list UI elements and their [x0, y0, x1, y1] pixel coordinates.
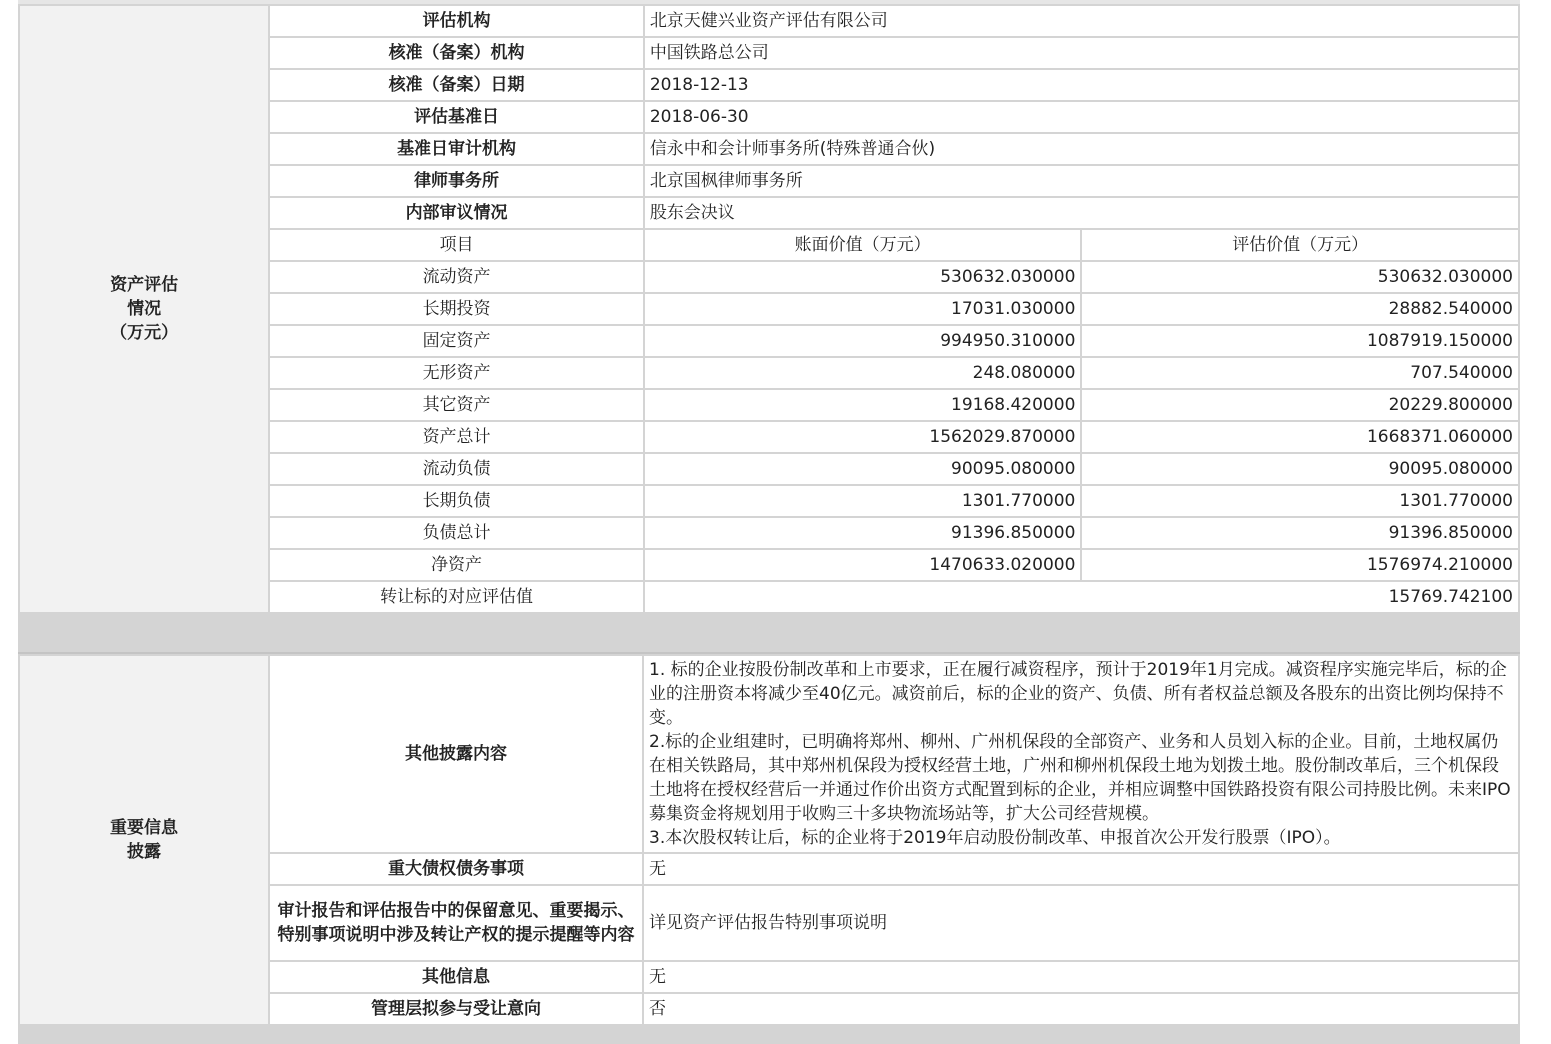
disclosure-paragraph: 3.本次股权转让后，标的企业将于2019年启动股份制改革、申报首次公开发行股票（IPO）。 — [649, 828, 1341, 848]
group-label-line: （万元） — [110, 323, 179, 343]
appraised-value: 1668371.060000 — [1082, 422, 1518, 452]
other-disclosure-content — [644, 656, 1518, 852]
book-value: 1562029.870000 — [645, 422, 1081, 452]
disclosure-paragraph: 2.标的企业组建时，已明确将郑州、柳州、广州机保段的全部资产、业务和人员划入标的企业。目前，土地权属仍在相关铁路局，其中郑州机保段为授权经营土地，广州和柳州机保段土地为划拨土地。股份制改革后，三个机保段土地将在授权经营后一并通过作价出资方式配置到标的企业，并相应调整中国铁路投资有限公司持股比例。未来IPO募集资金将规划用于收购三十多块物流场站等，扩大公司经营规模。 — [649, 732, 1511, 824]
book-value: 1301.770000 — [645, 486, 1081, 516]
field-value: 中国铁路总公司 — [645, 38, 1518, 68]
item-name: 无形资产 — [270, 358, 642, 388]
group-label-line: 情况 — [127, 299, 162, 319]
column-header-item: 项目 — [270, 230, 642, 260]
book-value: 530632.030000 — [645, 262, 1081, 292]
field-value: 2018-06-30 — [645, 102, 1518, 132]
field-label: 内部审议情况 — [270, 198, 642, 228]
column-header-book-value: 账面价值（万元） — [645, 230, 1081, 260]
field-value: 股东会决议 — [645, 198, 1518, 228]
book-value: 1470633.020000 — [645, 550, 1081, 580]
appraised-value: 20229.800000 — [1082, 390, 1518, 420]
appraised-value: 1301.770000 — [1082, 486, 1518, 516]
group-label-line: 资产评估 — [110, 275, 179, 295]
field-label: 评估基准日 — [270, 102, 642, 132]
asset-assessment-group-label — [20, 6, 268, 612]
field-label: 核准（备案）机构 — [270, 38, 642, 68]
field-value: 否 — [644, 994, 1518, 1024]
book-value: 19168.420000 — [645, 390, 1081, 420]
transfer-value: 15769.742100 — [645, 582, 1518, 612]
field-label: 基准日审计机构 — [270, 134, 642, 164]
field-value: 北京国枫律师事务所 — [645, 166, 1518, 196]
field-value: 信永中和会计师事务所(特殊普通合伙) — [645, 134, 1518, 164]
appraised-value: 530632.030000 — [1082, 262, 1518, 292]
field-value: 无 — [644, 962, 1518, 992]
item-name: 流动资产 — [270, 262, 642, 292]
appraised-value: 91396.850000 — [1082, 518, 1518, 548]
field-label: 律师事务所 — [270, 166, 642, 196]
group-label-line: 披露 — [127, 842, 161, 862]
field-label: 评估机构 — [270, 6, 642, 36]
appraised-value: 707.540000 — [1082, 358, 1518, 388]
field-label: 重大债权债务事项 — [270, 854, 642, 884]
book-value: 91396.850000 — [645, 518, 1081, 548]
item-name: 负债总计 — [270, 518, 642, 548]
field-value: 2018-12-13 — [645, 70, 1518, 100]
disclosure-group-label — [20, 656, 268, 1024]
field-value: 无 — [644, 854, 1518, 884]
disclosure-table-frame — [18, 0, 1520, 1044]
book-value: 90095.080000 — [645, 454, 1081, 484]
asset-assessment-table — [18, 4, 1520, 614]
field-label: 审计报告和评估报告中的保留意见、重要揭示、特别事项说明中涉及转让产权的提示提醒等内容 — [270, 886, 642, 960]
item-name: 流动负债 — [270, 454, 642, 484]
field-value: 北京天健兴业资产评估有限公司 — [645, 6, 1518, 36]
other-disclosure-row — [20, 656, 1518, 852]
field-label: 其他信息 — [270, 962, 642, 992]
column-header-appraised-value: 评估价值（万元） — [1082, 230, 1518, 260]
item-name: 长期投资 — [270, 294, 642, 324]
info-row — [20, 6, 1518, 36]
item-name: 其它资产 — [270, 390, 642, 420]
book-value: 17031.030000 — [645, 294, 1081, 324]
group-label-line: 重要信息 — [110, 818, 178, 838]
other-disclosure-label: 其他披露内容 — [270, 656, 642, 852]
disclosure-paragraph: 1. 标的企业按股份制改革和上市要求，正在履行减资程序，预计于2019年1月完成。减资程序实施完毕后，标的企业的注册资本将减少至40亿元。减资前后，标的企业的资产、负债、所有者权益总额及各股东的出资比例均保持不变。 — [649, 660, 1507, 728]
book-value: 994950.310000 — [645, 326, 1081, 356]
transfer-value-label: 转让标的对应评估值 — [270, 582, 642, 612]
field-value: 详见资产评估报告特别事项说明 — [644, 886, 1518, 960]
appraised-value: 90095.080000 — [1082, 454, 1518, 484]
appraised-value: 1087919.150000 — [1082, 326, 1518, 356]
appraised-value: 28882.540000 — [1082, 294, 1518, 324]
field-label: 核准（备案）日期 — [270, 70, 642, 100]
disclosure-table — [18, 654, 1520, 1026]
item-name: 净资产 — [270, 550, 642, 580]
item-name: 固定资产 — [270, 326, 642, 356]
item-name: 长期负债 — [270, 486, 642, 516]
item-name: 资产总计 — [270, 422, 642, 452]
book-value: 248.080000 — [645, 358, 1081, 388]
field-label: 管理层拟参与受让意向 — [270, 994, 642, 1024]
appraised-value: 1576974.210000 — [1082, 550, 1518, 580]
